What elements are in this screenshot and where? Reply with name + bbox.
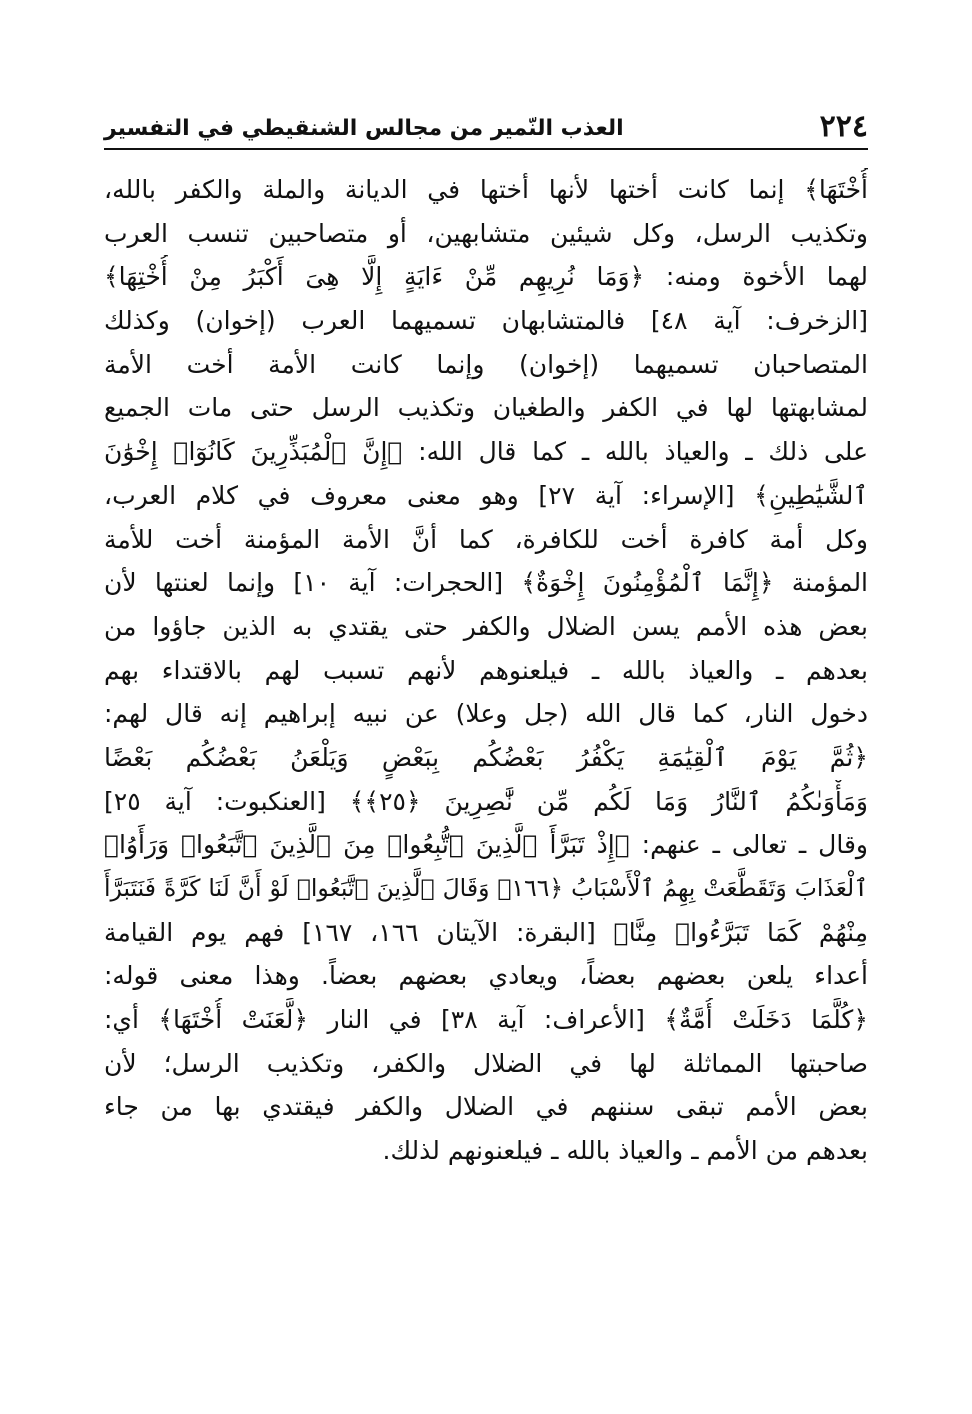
text-line: لمشابهتها لها في الكفر والطغيان وتكذيب الرسل حتى مات الجميع: [104, 393, 868, 423]
text-line: وَمَأْوَىٰكُمُ ٱلنَّارُ وَمَا لَكُم مِّن نَّٰصِرِينَ ﴿٢٥﴾﴾ [العنكبوت: آية ٢٥]: [104, 786, 868, 816]
text-line: ﴿ثُمَّ يَوْمَ ٱلْقِيَٰمَةِ يَكْفُرُ بَعْضُكُم بِبَعْضٍ وَيَلْعَنُ بَعْضُكُم بَعْضًا: [104, 742, 868, 772]
text-line: دخول النار، كما قال الله (جل وعلا) عن نبيه إبراهيم إنه قال لهم:: [104, 699, 868, 729]
text-line: أعداء يلعن بعضهم بعضاً، ويعادي بعضهم بعضاً. وهذا معنى قوله:: [104, 961, 868, 991]
text-line: المتصاحبان تسميهما (إخوان) وإنما كانت الأمة أخت الأمة: [104, 349, 868, 379]
text-line: وتكذيب الرسل، وكل شيئين متشابهين، أو متصاحبين تنسب العرب: [104, 218, 868, 248]
text-line: صاحبتها المماثلة لها في الضلال والكفر، وتكذيب الرسل؛ لأن: [104, 1048, 868, 1078]
text-line: ﴿كُلَّمَا دَخَلَتْ أُمَّةٌ﴾ [الأعراف: آية ٣٨] في النار ﴿لَّعَنَتْ أُخْتَهَا﴾ أي:: [104, 1005, 868, 1035]
header-rule: [104, 148, 868, 150]
text-line: أُخْتَهَا﴾ إنما كانت أختها لأنها أختها في الديانة والملة والكفر بالله،: [104, 175, 868, 204]
text-line: [الزخرف: آية ٤٨] فالمتشابهان تسميهما العرب (إخوان) وكذلك: [104, 306, 868, 336]
text-line: بعدهم من الأمم ـ والعياذ بالله ـ فيلعنونهم لذلك.: [382, 1136, 868, 1166]
text-line: بعدهم ـ والعياذ بالله ـ فيلعنوهم لأنهم تسبب لهم بالاقتداء بهم: [104, 655, 868, 685]
text-line: ٱلشَّيَٰطِينِ﴾ [الإسراء: آية ٢٧] وهو معنى معروف في كلام العرب،: [104, 480, 868, 510]
page-header: [104, 96, 868, 146]
text-line: بعض الأمم تبقى سننهم في الضلال والكفر فيقتدي بها من جاء: [104, 1092, 868, 1122]
text-line: وكل أمة كافرة أخت للكافرة، كما أنَّ الأمة المؤمنة أخت للأمة: [104, 524, 868, 554]
text-line: ٱلْعَذَابَ وَتَقَطَّعَتْ بِهِمُ ٱلْأَسْبَابُ ﴿١٦٦﴾ وَقَالَ ٱلَّذِينَ ٱتَّبَعُوا۟ لَوْ أَنَّ لَنَا كَرَّةً فَنَتَبَرَّأَ: [104, 874, 868, 902]
text-line: على ذلك ـ والعياذ بالله ـ كما قال الله: ﴿إِنَّ ٱلْمُبَذِّرِينَ كَانُوٓا۟ إِخْوَٰنَ: [104, 437, 868, 467]
text-line: لهما الأخوة ومنه: ﴿وَمَا نُرِيهِم مِّنْ ءَايَةٍ إِلَّا هِىَ أَكْبَرُ مِنْ أُخْتِهَا﴾: [104, 262, 868, 292]
text-line: المؤمنة ﴿إِنَّمَا ٱلْمُؤْمِنُونَ إِخْوَةٌ﴾ [الحجرات: آية ١٠] وإنما لعنتها لأن: [104, 568, 868, 598]
text-line: وقال ـ تعالى ـ عنهم: ﴿إِذْ تَبَرَّأَ ٱلَّذِينَ ٱتُّبِعُوا۟ مِنَ ٱلَّذِينَ ٱتَّبَعُوا۟ وَرَأَوُا۟: [104, 830, 868, 860]
body-text: [104, 168, 868, 1173]
page-number: ٢٢٤: [819, 109, 868, 144]
running-title: العذب النّمير من مجالس الشنقيطي في التفسير: [104, 116, 624, 141]
text-line: بعض هذه الأمم يسن الضلال والكفر حتى يقتدي به الذين جاؤوا من: [104, 611, 868, 641]
text-line: مِنْهُمْ كَمَا تَبَرَّءُوا۟ مِنَّا﴾ [البقرة: الآيتان ١٦٦، ١٦٧] فهم يوم القيامة: [104, 917, 868, 947]
